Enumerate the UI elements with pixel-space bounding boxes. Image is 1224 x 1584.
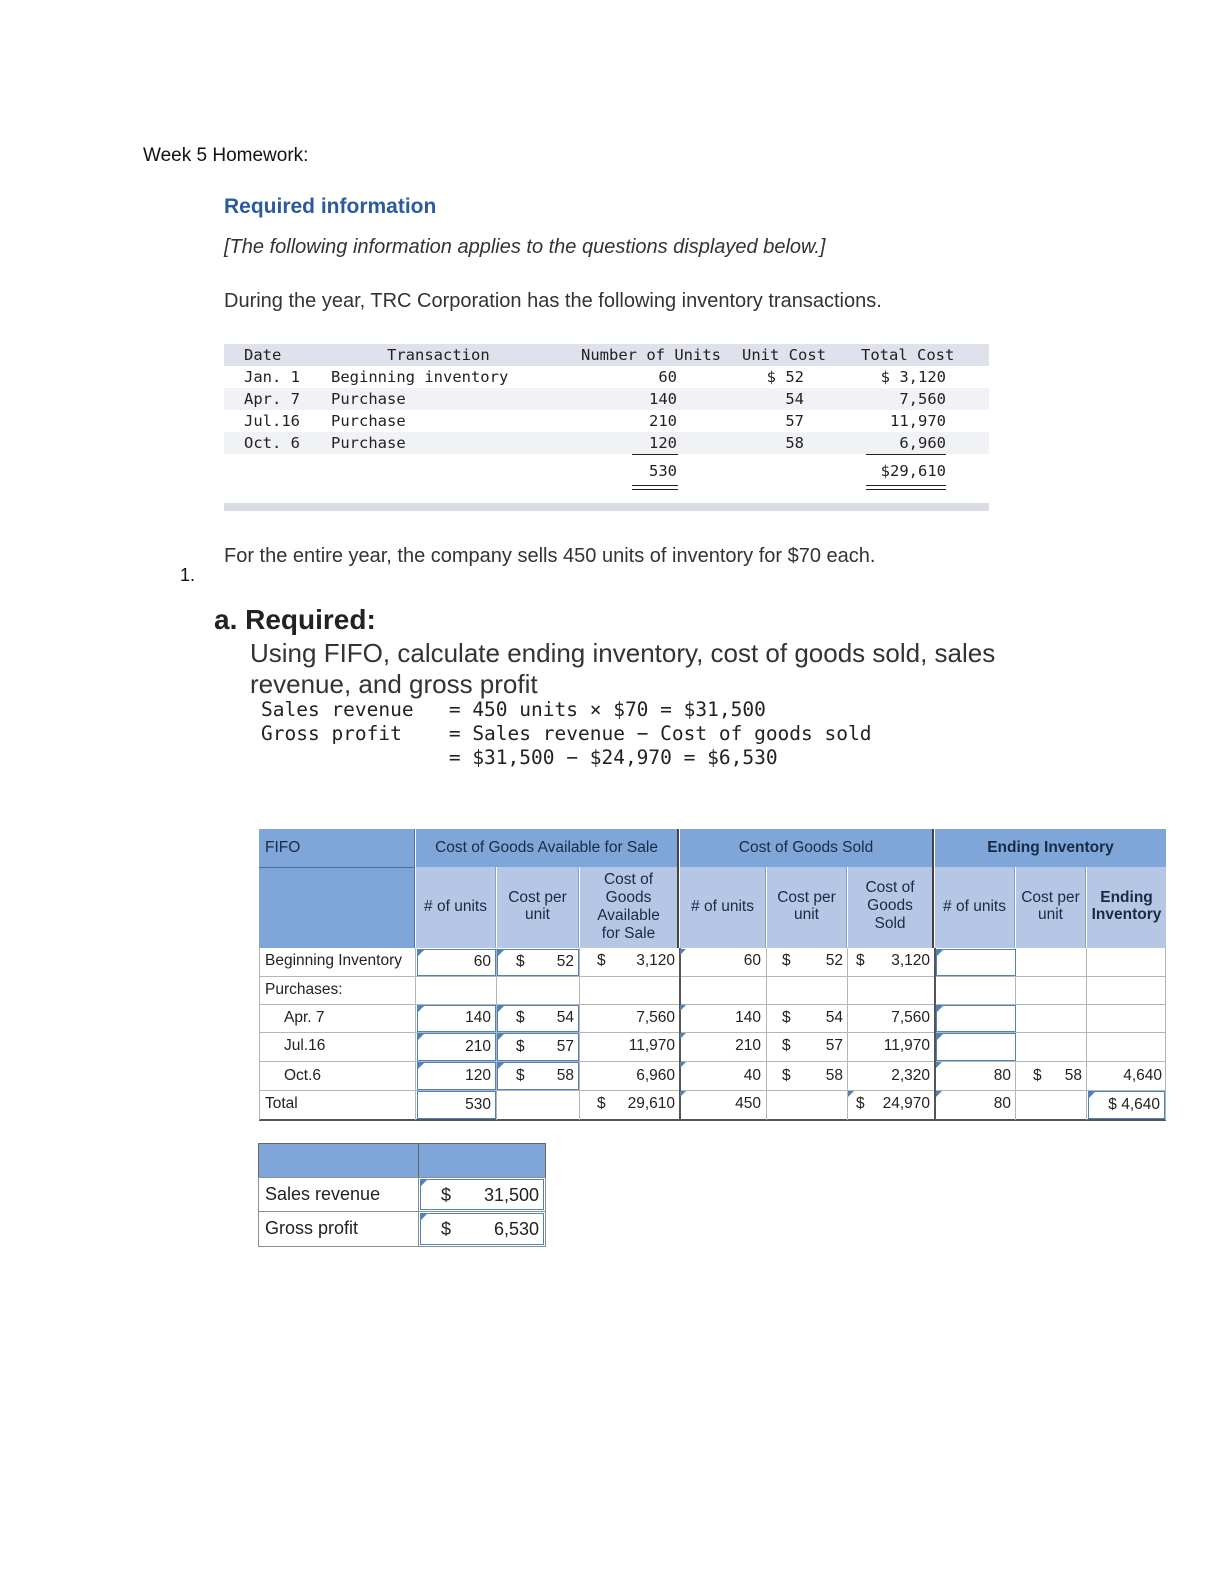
header-units: Number of Units [581, 346, 721, 364]
total-cost-sum: $29,610 [880, 462, 946, 480]
total-ending-inventory-input[interactable] [1088, 1091, 1165, 1119]
units-double-underline [632, 489, 678, 490]
total-cost-underline [866, 454, 946, 455]
beginning-units-value: 60 [473, 953, 491, 970]
oct-end-units: 80 [993, 1067, 1011, 1084]
header-date: Date [244, 346, 282, 364]
input-marker [418, 1034, 424, 1040]
oct-end-total: 4,640 [1123, 1067, 1162, 1084]
row-date: Jan. 1 [244, 368, 300, 386]
apr-end-units-input[interactable] [936, 1005, 1016, 1032]
summary-header-left [258, 1143, 419, 1178]
total-double-underline [866, 485, 946, 486]
row-label-apr: Apr. 7 [284, 1009, 325, 1026]
header-sold: Cost of Goods Sold [680, 829, 934, 867]
row-units: 210 [649, 412, 677, 430]
dollar-sign: $ [856, 952, 865, 969]
apr-units-input[interactable] [417, 1005, 496, 1032]
input-marker [418, 950, 424, 956]
required-a-text: Using FIFO, calculate ending inventory, cost of goods sold, sales revenue, and gross profit [250, 638, 996, 699]
input-marker [937, 950, 943, 956]
apr-cogas-value: 7,560 [636, 1009, 675, 1026]
row-transaction: Beginning inventory [331, 368, 509, 386]
calc-line-sales: Sales revenue = 450 units × $70 = $31,500 [261, 698, 766, 721]
jul-units-value: 210 [465, 1038, 491, 1055]
row-transaction: Purchase [331, 390, 406, 408]
input-marker [937, 1006, 943, 1012]
row-transaction: Purchase [331, 412, 406, 430]
oct-units-value: 120 [465, 1067, 491, 1084]
total-cogs-value: 24,970 [882, 1095, 930, 1112]
intro-text: During the year, TRC Corporation has the following inventory transactions. [224, 290, 882, 312]
dollar-sign: $ [516, 953, 525, 970]
row-divider [259, 1090, 1166, 1091]
dollar-sign: $ [782, 952, 791, 969]
required-a-label: a. Required: [214, 604, 376, 635]
dollar-sign: $ [516, 1038, 525, 1055]
fifo-subheader-blank [259, 867, 415, 948]
jul-cost-value: 57 [556, 1038, 574, 1055]
oct-end-cost: 58 [1064, 1067, 1082, 1084]
oct-cost-input[interactable] [497, 1062, 579, 1090]
apr-units-value: 140 [465, 1009, 491, 1026]
transactions-header-row [224, 344, 989, 366]
gross-profit-input[interactable] [420, 1213, 544, 1245]
header-ending: Ending Inventory [935, 829, 1166, 867]
input-marker [418, 1006, 424, 1012]
apr-cost-input[interactable] [497, 1005, 579, 1032]
dollar-sign: $ [597, 952, 606, 969]
oct-units-input[interactable] [417, 1062, 496, 1090]
beginning-cogs-value: 3,120 [891, 952, 930, 969]
row-transaction: Purchase [331, 434, 406, 452]
beginning-cost-value: 52 [556, 953, 574, 970]
apr-cost-value: 54 [556, 1009, 574, 1026]
calc-line-profit-values: = $31,500 − $24,970 = $6,530 [261, 746, 778, 769]
table-row [224, 432, 989, 454]
row-unit-cost: 57 [785, 412, 804, 430]
sales-revenue-label: Sales revenue [258, 1177, 419, 1212]
gross-profit-value: 6,530 [493, 1219, 539, 1239]
list-number: 1. [180, 565, 196, 585]
col-divider [766, 948, 767, 1120]
total-double-underline [866, 489, 946, 490]
subheader-end-cost-per-unit: Cost per unit [1016, 867, 1086, 948]
dollar-sign: $ [782, 1009, 791, 1026]
input-marker [498, 1063, 504, 1069]
sales-revenue-cell [418, 1177, 546, 1212]
table-bottom-border [259, 1119, 1166, 1121]
beginning-end-units-input[interactable] [936, 949, 1016, 976]
row-total-cost: 11,970 [890, 412, 946, 430]
subheader-sold-units: # of units [680, 867, 766, 948]
input-marker [421, 1180, 427, 1186]
total-units-value: 530 [465, 1096, 491, 1113]
row-units: 120 [649, 434, 677, 452]
row-label-total: Total [265, 1095, 298, 1112]
row-unit-cost: 58 [785, 434, 804, 452]
page-heading: Week 5 Homework: [143, 145, 309, 166]
subheader-ending-inventory: Ending Inventory [1087, 867, 1166, 948]
units-underline [632, 454, 678, 455]
input-marker [498, 1034, 504, 1040]
sales-info-text: For the entire year, the company sells 450 units of inventory for $70 each. [224, 545, 876, 567]
dollar-sign: $ [856, 1095, 865, 1112]
row-label-oct: Oct.6 [284, 1067, 322, 1084]
row-label-beginning: Beginning Inventory [265, 952, 403, 969]
dollar-sign: $ [782, 1067, 791, 1084]
required-information-title: Required information [224, 195, 437, 218]
dollar-sign: $ [782, 1037, 791, 1054]
col-divider [1165, 948, 1166, 1120]
jul-cogas-value: 11,970 [628, 1037, 675, 1054]
jul-sold-units: 210 [735, 1037, 761, 1054]
calculation-block [261, 698, 871, 770]
total-end-value: $ 4,640 [1108, 1096, 1160, 1113]
dollar-sign: $ [597, 1095, 606, 1112]
table-footer-bar [224, 503, 989, 511]
totals-row [224, 460, 989, 482]
oct-cost-value: 58 [556, 1067, 574, 1084]
apr-sold-cost: 54 [825, 1009, 843, 1026]
beginning-cogas-value: 3,120 [636, 952, 675, 969]
total-sold-units: 450 [735, 1095, 761, 1112]
gross-profit-cell [418, 1211, 546, 1247]
subheader-units: # of units [416, 867, 496, 948]
input-marker [421, 1214, 427, 1220]
subheader-end-units: # of units [935, 867, 1015, 948]
total-end-units: 80 [993, 1095, 1011, 1112]
row-unit-cost: 54 [785, 390, 804, 408]
oct-cogs-value: 2,320 [891, 1067, 930, 1084]
dollar-sign: $ [516, 1067, 525, 1084]
input-marker [418, 1063, 424, 1069]
total-cogas-value: 29,610 [627, 1095, 675, 1112]
row-unit-cost: $ 52 [766, 368, 804, 386]
sales-revenue-input[interactable] [420, 1179, 544, 1210]
row-date: Apr. 7 [244, 390, 300, 408]
sales-revenue-value: 31,500 [483, 1185, 539, 1205]
total-units-input[interactable] [417, 1091, 496, 1119]
dollar-sign: $ [441, 1219, 452, 1239]
summary-table [258, 1143, 546, 1247]
subheader-sold-cost-per-unit: Cost per unit [767, 867, 847, 948]
col-divider [415, 948, 416, 1120]
col-divider [1086, 948, 1087, 1120]
summary-header-right [418, 1143, 546, 1178]
dollar-sign: $ [441, 1185, 452, 1205]
fifo-table [259, 829, 1166, 1121]
input-marker [498, 1006, 504, 1012]
subheader-cogs: Cost of Goods Sold [848, 867, 934, 948]
jul-end-units-input[interactable] [936, 1033, 1016, 1061]
beginning-sold-units: 60 [743, 952, 761, 969]
row-date: Jul.16 [244, 412, 300, 430]
header-unit-cost: Unit Cost [742, 346, 826, 364]
header-transaction: Transaction [387, 346, 490, 364]
row-total-cost: 6,960 [899, 434, 946, 452]
jul-cogs-value: 11,970 [883, 1037, 930, 1054]
input-marker [498, 950, 504, 956]
subheader-cogas: Cost of Goods Available for Sale [580, 867, 679, 948]
row-divider [259, 1032, 1166, 1033]
row-units: 60 [658, 368, 677, 386]
transactions-table [224, 344, 989, 511]
dollar-sign: $ [516, 1009, 525, 1026]
input-marker [937, 1034, 943, 1040]
table-row [224, 366, 989, 388]
row-label-purchases: Purchases: [265, 981, 343, 998]
row-units: 140 [649, 390, 677, 408]
row-total-cost: $ 3,120 [880, 368, 946, 386]
beginning-sold-cost: 52 [825, 952, 843, 969]
row-divider [259, 976, 1166, 977]
subheader-cost-per-unit: Cost per unit [497, 867, 579, 948]
dollar-sign: $ [1033, 1067, 1042, 1084]
fifo-title: FIFO [259, 829, 415, 867]
row-total-cost: 7,560 [899, 390, 946, 408]
row-divider [259, 1061, 1166, 1062]
oct-sold-units: 40 [743, 1067, 761, 1084]
row-divider [259, 1004, 1166, 1005]
row-date: Oct. 6 [244, 434, 300, 452]
beginning-cost-input[interactable] [497, 949, 579, 976]
apr-cogs-value: 7,560 [891, 1009, 930, 1026]
required-information-note: [The following information applies to the questions displayed below.] [224, 236, 826, 258]
units-double-underline [632, 485, 678, 486]
header-available: Cost of Goods Available for Sale [416, 829, 679, 867]
jul-sold-cost: 57 [825, 1037, 843, 1054]
calc-line-profit: Gross profit = Sales revenue − Cost of goods sold [261, 722, 872, 745]
input-marker [1089, 1092, 1095, 1098]
col-divider [579, 948, 580, 1120]
total-units: 530 [649, 462, 677, 480]
oct-sold-cost: 58 [825, 1067, 843, 1084]
gross-profit-label: Gross profit [258, 1211, 419, 1247]
table-row [224, 410, 989, 432]
apr-sold-units: 140 [735, 1009, 761, 1026]
oct-cogas-value: 6,960 [636, 1067, 675, 1084]
header-total-cost: Total Cost [861, 346, 955, 364]
jul-cost-input[interactable] [497, 1033, 579, 1061]
col-divider [259, 948, 260, 1120]
jul-units-input[interactable] [417, 1033, 496, 1061]
beginning-units-input[interactable] [417, 949, 496, 976]
row-label-jul: Jul.16 [284, 1037, 326, 1054]
table-row [224, 388, 989, 410]
